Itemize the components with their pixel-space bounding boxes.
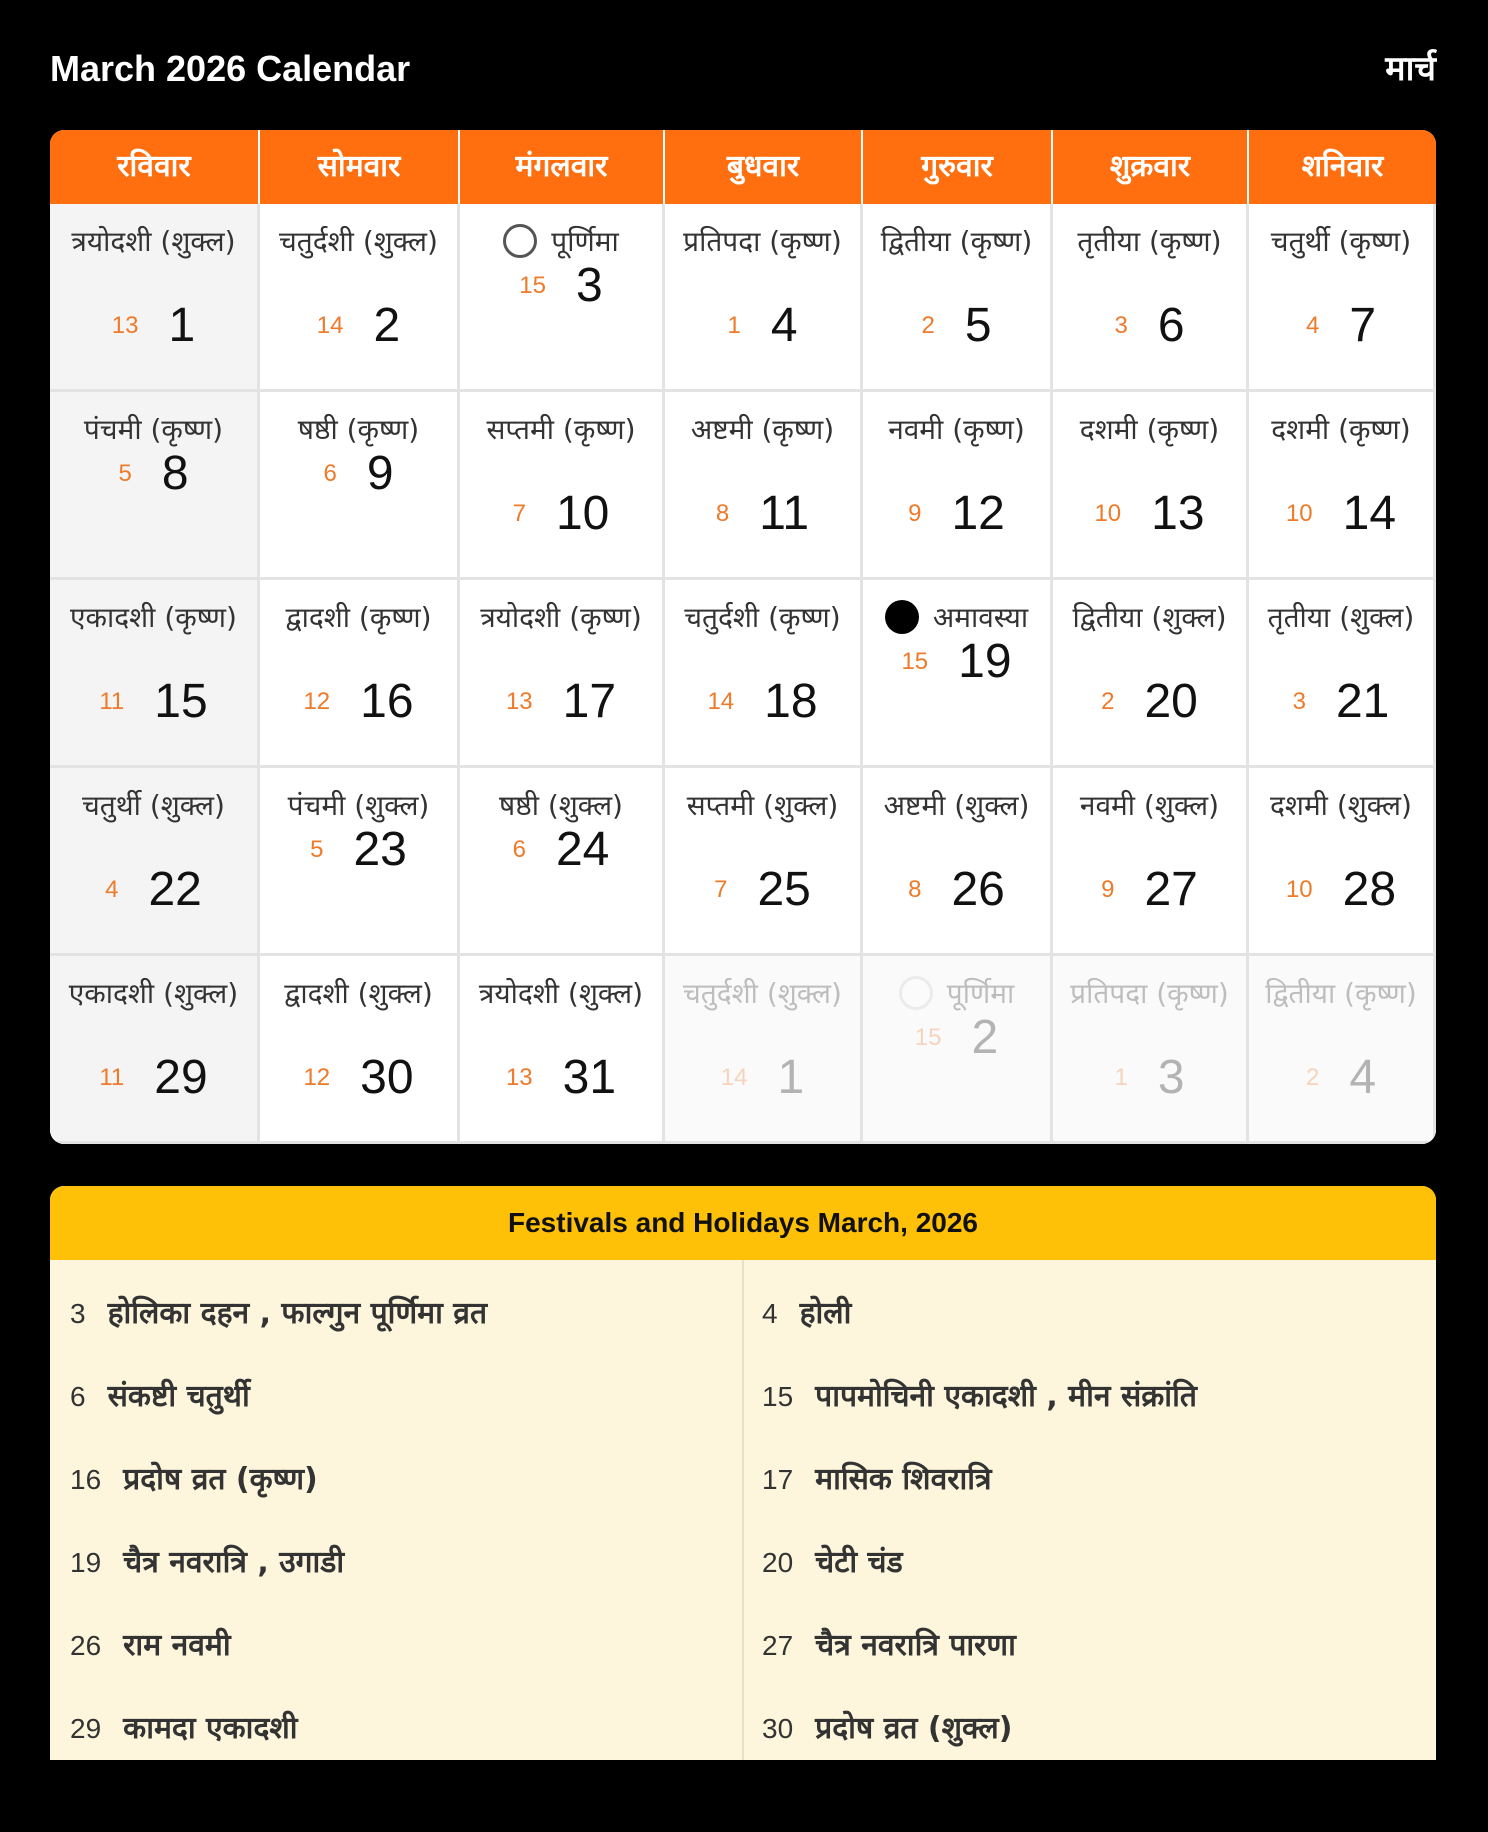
- festival-date: 6: [70, 1381, 86, 1412]
- day-cell[interactable]: [1249, 956, 1436, 1144]
- festival-name: राम नवमी: [123, 1628, 231, 1663]
- paksha-day-number: 1: [727, 311, 741, 339]
- tithi-label: दशमी (कृष्ण): [1079, 413, 1220, 446]
- festival-name: कामदा एकादशी: [123, 1711, 298, 1746]
- paksha-day-number: 14: [316, 311, 344, 339]
- paksha-day-number: 2: [1101, 687, 1115, 715]
- day-cell[interactable]: [50, 580, 260, 768]
- tithi-label: पंचमी (शुक्ल): [287, 789, 430, 822]
- tithi-label: चतुर्दशी (कृष्ण): [684, 601, 841, 634]
- full-moon-icon: [899, 976, 933, 1010]
- weekday-label: रविवार: [50, 130, 260, 204]
- date-number: 24: [555, 823, 610, 876]
- festival-date: 16: [70, 1464, 102, 1495]
- date-number: 28: [1342, 863, 1397, 916]
- date-number: 20: [1144, 675, 1198, 728]
- paksha-day-number: 6: [323, 459, 337, 487]
- festival-name: चैत्र नवरात्रि , उगाडी: [123, 1545, 345, 1580]
- date-number: 18: [764, 675, 818, 728]
- day-cell[interactable]: [1053, 768, 1249, 956]
- day-cell[interactable]: [1249, 768, 1436, 956]
- festival-item[interactable]: [70, 1367, 250, 1427]
- festival-date: 27: [762, 1630, 794, 1661]
- date-number: 19: [958, 635, 1012, 688]
- date-number: 21: [1335, 675, 1390, 728]
- date-number: 2: [373, 299, 401, 352]
- date-number: 15: [154, 675, 208, 728]
- festival-item[interactable]: [762, 1367, 1197, 1427]
- calendar-grid: [50, 130, 1436, 1144]
- tithi-label: चतुर्थी (कृष्ण): [1270, 225, 1412, 258]
- tithi-label: पूर्णिमा: [946, 977, 1015, 1010]
- date-number: 27: [1144, 863, 1198, 916]
- day-cell[interactable]: [665, 392, 863, 580]
- month-hindi-label: मार्च: [1385, 49, 1436, 89]
- tithi-label: अष्टमी (कृष्ण): [690, 413, 835, 446]
- day-cell[interactable]: [665, 768, 863, 956]
- festival-date: 29: [70, 1713, 102, 1744]
- day-cell[interactable]: [665, 956, 863, 1144]
- weekday-label: गुरुवार: [863, 130, 1053, 204]
- paksha-day-number: 5: [310, 835, 324, 863]
- festival-item[interactable]: [70, 1699, 298, 1759]
- new-moon-icon: [885, 600, 919, 634]
- paksha-day-number: 13: [505, 687, 533, 715]
- weekday-label: शनिवार: [1301, 149, 1384, 184]
- paksha-day-number: 12: [303, 1063, 331, 1091]
- day-cell[interactable]: [460, 956, 665, 1144]
- festival-item[interactable]: [70, 1450, 318, 1510]
- weekday-label: सोमवार: [260, 130, 460, 204]
- festival-item[interactable]: [762, 1533, 903, 1593]
- tithi-label: नवमी (शुक्ल): [1079, 789, 1220, 822]
- festivals-divider: [742, 1260, 744, 1760]
- festival-date: 26: [70, 1630, 102, 1661]
- festival-item[interactable]: [70, 1284, 487, 1344]
- festival-date: 3: [70, 1298, 86, 1329]
- tithi-label: त्रयोदशी (कृष्ण): [480, 601, 642, 634]
- festival-name: चैत्र नवरात्रि पारणा: [815, 1628, 1016, 1663]
- date-number: 2: [971, 1011, 999, 1064]
- tithi-label: पंचमी (कृष्ण): [83, 413, 224, 446]
- paksha-day-number: 8: [908, 875, 922, 903]
- date-number: 26: [951, 863, 1005, 916]
- paksha-day-number: 4: [105, 875, 119, 903]
- day-cell[interactable]: [50, 956, 260, 1144]
- tithi-label: द्वितीया (कृष्ण): [880, 225, 1033, 258]
- day-cell[interactable]: [1249, 204, 1436, 392]
- day-cell[interactable]: [1053, 580, 1249, 768]
- paksha-day-number: 2: [921, 311, 935, 339]
- day-cell[interactable]: [460, 768, 665, 956]
- paksha-day-number: 12: [303, 687, 331, 715]
- tithi-label: द्वादशी (शुक्ल): [284, 977, 433, 1010]
- festival-name: होलिका दहन , फाल्गुन पूर्णिमा व्रत: [107, 1296, 488, 1331]
- tithi-label: द्वितीया (कृष्ण): [1265, 977, 1417, 1010]
- date-number: 5: [964, 299, 992, 352]
- paksha-day-number: 3: [1292, 687, 1306, 715]
- paksha-day-number: 9: [908, 499, 922, 527]
- tithi-label: चतुर्दशी (शुक्ल): [279, 225, 438, 258]
- date-number: 9: [366, 447, 394, 500]
- paksha-day-number: 15: [914, 1023, 942, 1051]
- calendar-days: [50, 204, 1436, 1144]
- day-cell[interactable]: [1053, 392, 1249, 580]
- festival-name: होली: [799, 1296, 852, 1331]
- paksha-day-number: 15: [519, 271, 546, 299]
- date-number: 25: [757, 863, 811, 916]
- tithi-label: चतुर्थी (शुक्ल): [82, 789, 225, 822]
- paksha-day-number: 5: [118, 459, 132, 487]
- date-number: 6: [1157, 299, 1185, 352]
- day-cell[interactable]: [863, 204, 1053, 392]
- festival-name: संकष्टी चतुर्थी: [107, 1379, 250, 1414]
- day-cell[interactable]: [50, 392, 260, 580]
- date-number: 12: [951, 487, 1005, 540]
- paksha-day-number: 3: [1114, 311, 1128, 339]
- day-cell[interactable]: [1249, 580, 1436, 768]
- day-cell[interactable]: [665, 204, 863, 392]
- tithi-label: एकादशी (कृष्ण): [70, 601, 237, 634]
- day-cell[interactable]: [260, 956, 460, 1144]
- tithi-label: एकादशी (शुक्ल): [68, 977, 239, 1010]
- tithi-label: दशमी (कृष्ण): [1271, 413, 1411, 446]
- weekday-label: मंगलवार: [460, 130, 665, 204]
- day-cell[interactable]: [260, 580, 460, 768]
- weekday-label: बुधवार: [665, 130, 863, 204]
- tithi-label: चतुर्दशी (शुक्ल): [683, 977, 842, 1010]
- weekday-label: शुक्रवार: [1053, 130, 1249, 204]
- tithi-label: द्वितीया (शुक्ल): [1072, 601, 1227, 634]
- day-cell[interactable]: [1053, 204, 1249, 392]
- day-cell[interactable]: [863, 956, 1053, 1144]
- date-number: 1: [777, 1051, 805, 1104]
- tithi-label: सप्तमी (शुक्ल): [686, 789, 839, 822]
- paksha-day-number: 11: [99, 1063, 125, 1091]
- festival-item[interactable]: [762, 1284, 851, 1344]
- date-number: 4: [1349, 1051, 1377, 1104]
- tithi-label: त्रयोदशी (शुक्ल): [71, 225, 236, 258]
- tithi-label: दशमी (शुक्ल): [1270, 789, 1412, 822]
- date-number: 16: [360, 675, 414, 728]
- festival-date: 17: [762, 1464, 794, 1495]
- date-number: 23: [353, 823, 407, 876]
- paksha-day-number: 13: [111, 311, 139, 339]
- date-number: 11: [759, 487, 810, 540]
- festival-name: पापमोचिनी एकादशी , मीन संक्रांति: [815, 1379, 1197, 1414]
- day-cell[interactable]: [260, 768, 460, 956]
- tithi-label: षष्ठी (कृष्ण): [297, 413, 420, 446]
- paksha-day-number: 10: [1094, 499, 1122, 527]
- tithi-label: अष्टमी (शुक्ल): [883, 789, 1030, 822]
- paksha-day-number: 13: [505, 1063, 533, 1091]
- tithi-label: नवमी (कृष्ण): [888, 413, 1025, 446]
- paksha-day-number: 10: [1285, 499, 1313, 527]
- tithi-label: प्रतिपदा (कृष्ण): [1070, 977, 1229, 1010]
- header: [50, 38, 1436, 98]
- tithi-label: सप्तमी (कृष्ण): [486, 413, 636, 446]
- day-cell[interactable]: [460, 392, 665, 580]
- festival-item[interactable]: [70, 1533, 344, 1593]
- paksha-day-number: 1: [1114, 1063, 1128, 1091]
- festival-item[interactable]: [762, 1450, 992, 1510]
- page-title: March 2026 Calendar: [50, 48, 411, 89]
- day-cell[interactable]: [460, 580, 665, 768]
- tithi-label: षष्ठी (शुक्ल): [499, 789, 623, 822]
- festival-name: प्रदोष व्रत (कृष्ण): [123, 1462, 318, 1497]
- paksha-day-number: 9: [1101, 875, 1115, 903]
- paksha-day-number: 11: [99, 687, 125, 715]
- date-number: 13: [1151, 487, 1205, 540]
- festival-date: 30: [762, 1713, 794, 1744]
- tithi-label: तृतीया (शुक्ल): [1267, 601, 1415, 634]
- paksha-day-number: 15: [901, 647, 929, 675]
- weekday-header-row: [50, 130, 1436, 204]
- tithi-label: तृतीया (कृष्ण): [1077, 225, 1222, 258]
- tithi-label: त्रयोदशी (शुक्ल): [478, 977, 644, 1010]
- paksha-day-number: 7: [512, 499, 526, 527]
- festival-item[interactable]: [762, 1616, 1016, 1676]
- day-cell[interactable]: [863, 392, 1053, 580]
- festival-date: 15: [762, 1381, 794, 1412]
- date-number: 7: [1349, 299, 1377, 352]
- tithi-label: प्रतिपदा (कृष्ण): [683, 225, 842, 258]
- paksha-day-number: 8: [715, 499, 730, 527]
- date-number: 22: [148, 863, 202, 916]
- day-cell[interactable]: [1249, 392, 1436, 580]
- paksha-day-number: 6: [512, 835, 526, 863]
- date-number: 17: [562, 675, 617, 728]
- date-number: 31: [562, 1051, 617, 1104]
- date-number: 10: [555, 487, 610, 540]
- day-cell[interactable]: [260, 392, 460, 580]
- date-number: 30: [360, 1051, 414, 1104]
- day-cell[interactable]: [863, 768, 1053, 956]
- tithi-label: द्वादशी (कृष्ण): [285, 601, 432, 634]
- festival-item[interactable]: [70, 1616, 231, 1676]
- date-number: 1: [168, 299, 196, 352]
- day-cell[interactable]: [50, 204, 260, 392]
- festival-date: 20: [762, 1547, 794, 1578]
- paksha-day-number: 14: [707, 687, 735, 715]
- paksha-day-number: 4: [1305, 311, 1320, 339]
- festival-item[interactable]: [762, 1699, 1012, 1759]
- festival-name: प्रदोष व्रत (शुक्ल): [815, 1711, 1013, 1746]
- day-cell[interactable]: [460, 204, 665, 392]
- festivals-panel: [50, 1186, 1436, 1760]
- tithi-label: अमावस्या: [932, 601, 1029, 634]
- paksha-day-number: 10: [1285, 875, 1313, 903]
- day-cell[interactable]: [260, 204, 460, 392]
- festival-name: चेटी चंड: [815, 1545, 903, 1580]
- date-number: 14: [1342, 487, 1397, 540]
- date-number: 3: [576, 259, 603, 312]
- festival-date: 19: [70, 1547, 102, 1578]
- paksha-day-number: 7: [714, 875, 728, 903]
- festival-date: 4: [762, 1298, 778, 1329]
- day-cell[interactable]: [50, 768, 260, 956]
- day-cell[interactable]: [1053, 956, 1249, 1144]
- paksha-day-number: 2: [1305, 1063, 1320, 1091]
- day-cell[interactable]: [665, 580, 863, 768]
- festivals-title: Festivals and Holidays March, 2026: [50, 1186, 1436, 1260]
- paksha-day-number: 14: [720, 1063, 748, 1091]
- date-number: 29: [154, 1051, 208, 1104]
- date-number: 3: [1157, 1051, 1185, 1104]
- date-number: 8: [161, 447, 189, 500]
- festival-name: मासिक शिवरात्रि: [815, 1462, 992, 1497]
- tithi-label: पूर्णिमा: [551, 225, 619, 258]
- date-number: 4: [770, 299, 798, 352]
- full-moon-icon: [503, 224, 537, 258]
- day-cell[interactable]: [863, 580, 1053, 768]
